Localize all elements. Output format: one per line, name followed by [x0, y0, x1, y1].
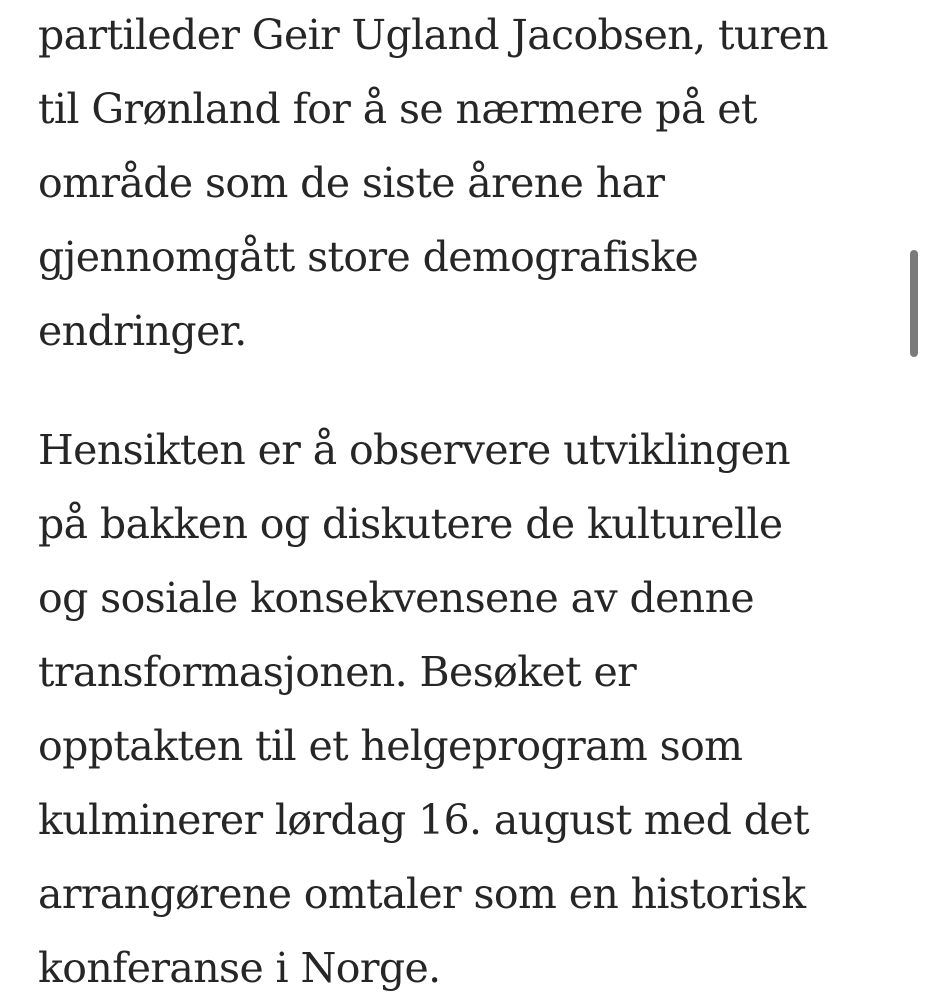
text-line: partileder Geir Ugland Jacobsen, turen — [38, 11, 829, 59]
text-line: kulminerer lørdag 16. august med det — [38, 796, 809, 844]
paragraph — [38, 413, 809, 1005]
text-line: arrangørene omtaler som en historisk — [38, 870, 806, 918]
text-line: Hensikten er å observere utviklingen — [38, 426, 791, 474]
text-line: på bakken og diskutere de kulturelle — [38, 500, 783, 548]
text-line: opptakten til et helgeprogram som — [38, 722, 743, 770]
paragraph — [38, 0, 828, 368]
text-line: transformasjonen. Besøket er — [38, 648, 637, 696]
text-line: konferanse i Norge. — [38, 944, 441, 992]
text-line: og sosiale konsekvensene av denne — [38, 574, 755, 622]
vertical-scrollbar[interactable] — [910, 250, 918, 357]
text-line: område som de siste årene har — [38, 159, 665, 207]
text-line: til Grønland for å se nærmere på et — [38, 85, 757, 133]
text-line: endringer. — [38, 307, 247, 355]
text-line: gjennomgått store demografiske — [38, 233, 699, 281]
